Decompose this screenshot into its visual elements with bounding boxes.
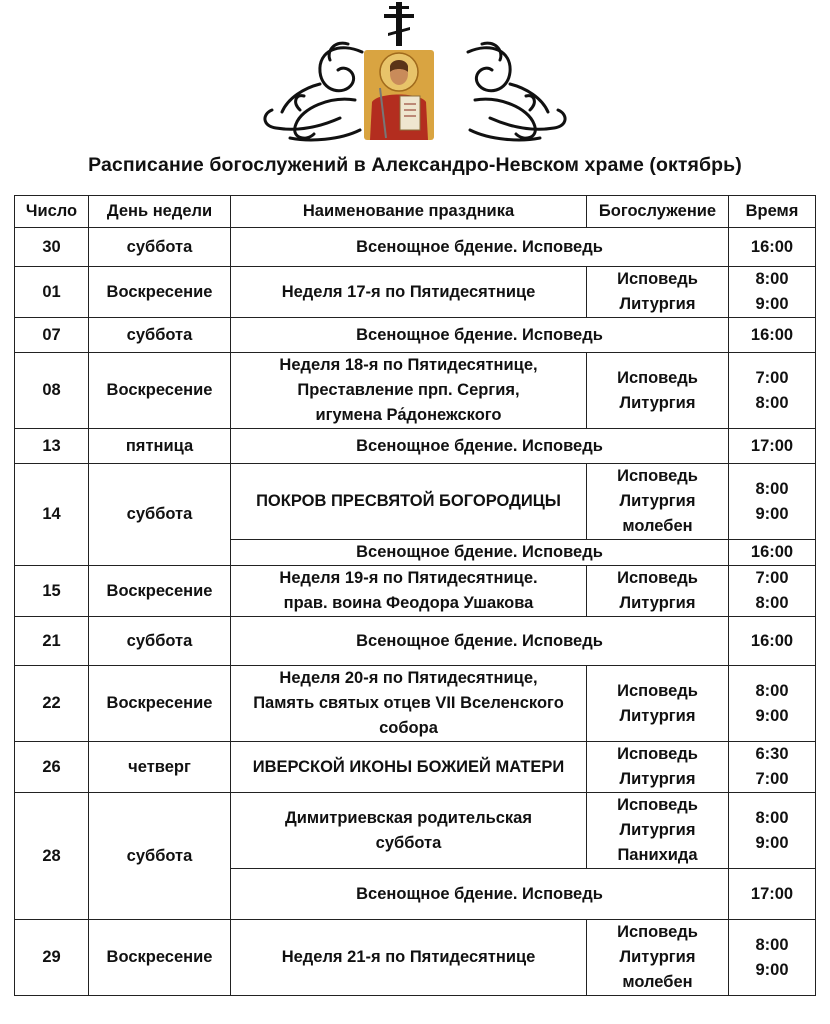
time-cell-line: 9:00 xyxy=(755,504,789,523)
time-cell xyxy=(729,793,816,869)
time-cell xyxy=(729,742,816,793)
time-cell-line: 7:00 xyxy=(755,569,789,587)
feast-cell-line: Неделя 18-я по Пятидесятнице, xyxy=(279,356,538,374)
service-cell xyxy=(587,464,729,540)
table-header-row xyxy=(15,196,816,228)
service-cell-line: Исповедь xyxy=(617,368,698,387)
service-cell-line: Литургия xyxy=(619,393,696,412)
service-cell xyxy=(587,566,729,617)
service-cell-line: Исповедь xyxy=(617,923,698,941)
time-cell-line: 16:00 xyxy=(750,543,794,561)
table-row xyxy=(15,228,816,267)
time-cell xyxy=(729,464,816,540)
service-cell xyxy=(587,920,729,996)
time-cell xyxy=(729,540,816,566)
feast-cell-line: игумена Ра́донежского xyxy=(315,406,502,424)
table-row xyxy=(15,566,816,617)
table-row xyxy=(15,920,816,996)
service-cell-line: Литургия xyxy=(619,295,696,313)
date-cell-line: 01 xyxy=(42,282,61,301)
service-cell-line: Литургия xyxy=(619,770,696,788)
time-cell-line: 16:00 xyxy=(750,325,794,344)
feast-cell xyxy=(231,742,587,793)
time-cell-line: 9:00 xyxy=(755,706,789,725)
weekday-cell xyxy=(89,742,231,793)
time-cell xyxy=(729,869,816,920)
weekday-cell-line: Воскресение xyxy=(106,282,213,301)
date-cell xyxy=(15,742,89,793)
table-row xyxy=(15,617,816,666)
weekday-cell xyxy=(89,920,231,996)
feast-cell-line: Неделя 21-я по Пятидесятнице xyxy=(281,948,536,966)
feast-cell-line: Всенощное бдение. Исповедь xyxy=(356,436,603,455)
page-title: Расписание богослужений в Александро-Невском храме (октябрь) xyxy=(88,154,742,176)
feast-cell-line: ПОКРОВ ПРЕСВЯТОЙ БОГОРОДИЦЫ xyxy=(256,492,561,510)
table-row xyxy=(15,429,816,464)
weekday-cell xyxy=(89,793,231,920)
weekday-cell xyxy=(89,464,231,566)
date-cell xyxy=(15,793,89,920)
service-cell-line: Литургия xyxy=(619,706,696,725)
feast-cell-line: Неделя 19-я по Пятидесятнице. xyxy=(279,569,538,587)
date-cell xyxy=(15,228,89,267)
date-cell xyxy=(15,429,89,464)
weekday-cell-line: Воскресение xyxy=(106,381,213,399)
service-cell xyxy=(587,742,729,793)
service-cell xyxy=(587,353,729,429)
header-weekday: День недели xyxy=(89,196,231,228)
service-cell-line: Исповедь xyxy=(617,270,698,288)
schedule-body xyxy=(15,228,816,996)
feast-cell xyxy=(231,464,587,540)
feast-cell-line: Всенощное бдение. Исповедь xyxy=(356,325,603,344)
feast-cell xyxy=(231,429,729,464)
date-cell-line: 22 xyxy=(42,694,61,712)
weekday-cell xyxy=(89,318,231,353)
date-cell xyxy=(15,464,89,566)
feast-cell xyxy=(231,666,587,742)
feast-cell xyxy=(231,228,729,267)
service-cell xyxy=(587,666,729,742)
date-cell xyxy=(15,617,89,666)
service-cell xyxy=(587,793,729,869)
date-cell xyxy=(15,353,89,429)
date-cell xyxy=(15,666,89,742)
time-cell-line: 8:00 xyxy=(755,808,789,827)
table-row xyxy=(15,318,816,353)
time-cell-line: 8:00 xyxy=(755,479,789,498)
time-cell-line: 9:00 xyxy=(755,960,789,979)
date-cell xyxy=(15,920,89,996)
time-cell xyxy=(729,566,816,617)
weekday-cell-line: Воскресение xyxy=(106,948,213,966)
date-cell-line: 08 xyxy=(42,381,61,399)
feast-cell xyxy=(231,353,587,429)
time-cell-line: 8:00 xyxy=(755,681,789,700)
time-cell-line: 9:00 xyxy=(755,833,789,852)
time-cell-line: 8:00 xyxy=(755,393,789,412)
service-cell-line: Исповедь xyxy=(617,796,698,814)
orthodox-cross-icon xyxy=(384,2,414,46)
weekday-cell-line: суббота xyxy=(126,631,193,650)
service-cell-line: Литургия xyxy=(619,492,696,510)
feast-cell-line: Всенощное бдение. Исповедь xyxy=(356,631,603,650)
table-row xyxy=(15,742,816,793)
time-cell-line: 7:00 xyxy=(755,368,789,387)
weekday-cell-line: пятница xyxy=(125,436,194,455)
feast-cell-line: Неделя 20-я по Пятидесятнице, xyxy=(279,669,538,687)
date-cell-line: 30 xyxy=(42,237,61,256)
table-row xyxy=(15,267,816,318)
time-cell xyxy=(729,267,816,318)
date-cell xyxy=(15,318,89,353)
time-cell-line: 8:00 xyxy=(755,935,789,954)
service-cell-line: Панихида xyxy=(617,846,698,864)
date-cell-line: 13 xyxy=(42,436,61,455)
time-cell-line: 17:00 xyxy=(750,436,794,455)
time-cell xyxy=(729,429,816,464)
feast-cell-line: Преставление прп. Сергия, xyxy=(297,381,520,399)
date-cell-line: 26 xyxy=(42,757,61,776)
weekday-cell xyxy=(89,566,231,617)
date-cell xyxy=(15,566,89,617)
service-cell-line: молебен xyxy=(622,973,693,991)
feast-cell-line: Всенощное бдение. Исповедь xyxy=(356,237,603,256)
feast-cell-line: прав. воина Феодора Ушакова xyxy=(283,594,534,612)
date-cell-line: 21 xyxy=(42,631,61,650)
feast-cell xyxy=(231,566,587,617)
date-cell-line: 07 xyxy=(42,325,61,344)
weekday-cell-line: Воскресение xyxy=(106,581,213,600)
date-cell-line: 29 xyxy=(42,948,61,966)
table-row xyxy=(15,793,816,869)
header-time: Время xyxy=(729,196,816,228)
table-row xyxy=(15,353,816,429)
weekday-cell-line: Воскресение xyxy=(106,694,213,712)
weekday-cell-line: суббота xyxy=(126,237,193,256)
weekday-cell xyxy=(89,429,231,464)
feast-cell-line: Всенощное бдение. Исповедь xyxy=(356,543,603,561)
time-cell-line: 17:00 xyxy=(750,884,794,903)
feast-cell xyxy=(231,540,729,566)
time-cell-line: 16:00 xyxy=(750,237,794,256)
header-date: Число xyxy=(15,196,89,228)
service-cell-line: молебен xyxy=(622,517,693,535)
header-feast: Наименование праздника xyxy=(231,196,587,228)
weekday-cell xyxy=(89,353,231,429)
table-row xyxy=(15,464,816,540)
feast-cell-line: Память святых отцев VII Вселенского xyxy=(253,694,564,712)
feast-cell xyxy=(231,267,587,318)
time-cell xyxy=(729,920,816,996)
saint-icon xyxy=(364,50,434,140)
feast-cell-line: суббота xyxy=(375,833,442,852)
schedule-table xyxy=(14,195,816,996)
time-cell-line: 9:00 xyxy=(755,295,789,313)
weekday-cell-line: суббота xyxy=(126,505,193,523)
date-cell xyxy=(15,267,89,318)
weekday-cell xyxy=(89,267,231,318)
header-service: Богослужение xyxy=(587,196,729,228)
time-cell xyxy=(729,228,816,267)
feast-cell-line: Димитриевская родительская xyxy=(285,808,532,827)
time-cell-line: 7:00 xyxy=(755,770,789,788)
weekday-cell xyxy=(89,617,231,666)
service-cell-line: Литургия xyxy=(619,948,696,966)
feast-cell-line: Неделя 17-я по Пятидесятнице xyxy=(281,282,536,301)
service-cell-line: Исповедь xyxy=(617,569,698,587)
date-cell-line: 14 xyxy=(42,505,61,523)
service-cell-line: Литургия xyxy=(619,594,696,612)
time-cell xyxy=(729,666,816,742)
weekday-cell-line: суббота xyxy=(126,846,193,865)
baroque-ornament-icon xyxy=(468,43,565,140)
time-cell xyxy=(729,318,816,353)
feast-cell xyxy=(231,793,587,869)
weekday-cell xyxy=(89,228,231,267)
feast-cell-line: ИВЕРСКОЙ ИКОНЫ БОЖИЕЙ МАТЕРИ xyxy=(252,757,565,776)
feast-cell-line: Всенощное бдение. Исповедь xyxy=(356,884,603,903)
time-cell-line: 16:00 xyxy=(750,631,794,650)
service-cell-line: Исповедь xyxy=(617,681,698,700)
time-cell-line: 8:00 xyxy=(755,270,789,288)
weekday-cell-line: четверг xyxy=(128,757,191,776)
service-cell xyxy=(587,267,729,318)
time-cell-line: 6:30 xyxy=(755,745,789,763)
feast-cell-line: собора xyxy=(379,719,438,737)
feast-cell xyxy=(231,869,729,920)
feast-cell xyxy=(231,318,729,353)
weekday-cell-line: суббота xyxy=(126,325,193,344)
header-ornament xyxy=(0,0,830,150)
time-cell-line: 8:00 xyxy=(755,594,789,612)
service-cell-line: Литургия xyxy=(619,821,696,839)
table-row xyxy=(15,666,816,742)
feast-cell xyxy=(231,617,729,666)
date-cell-line: 15 xyxy=(42,581,61,600)
date-cell-line: 28 xyxy=(42,846,61,865)
time-cell xyxy=(729,617,816,666)
service-cell-line: Исповедь xyxy=(617,467,698,485)
time-cell xyxy=(729,353,816,429)
baroque-ornament-icon xyxy=(265,43,362,140)
weekday-cell xyxy=(89,666,231,742)
service-cell-line: Исповедь xyxy=(617,745,698,763)
feast-cell xyxy=(231,920,587,996)
